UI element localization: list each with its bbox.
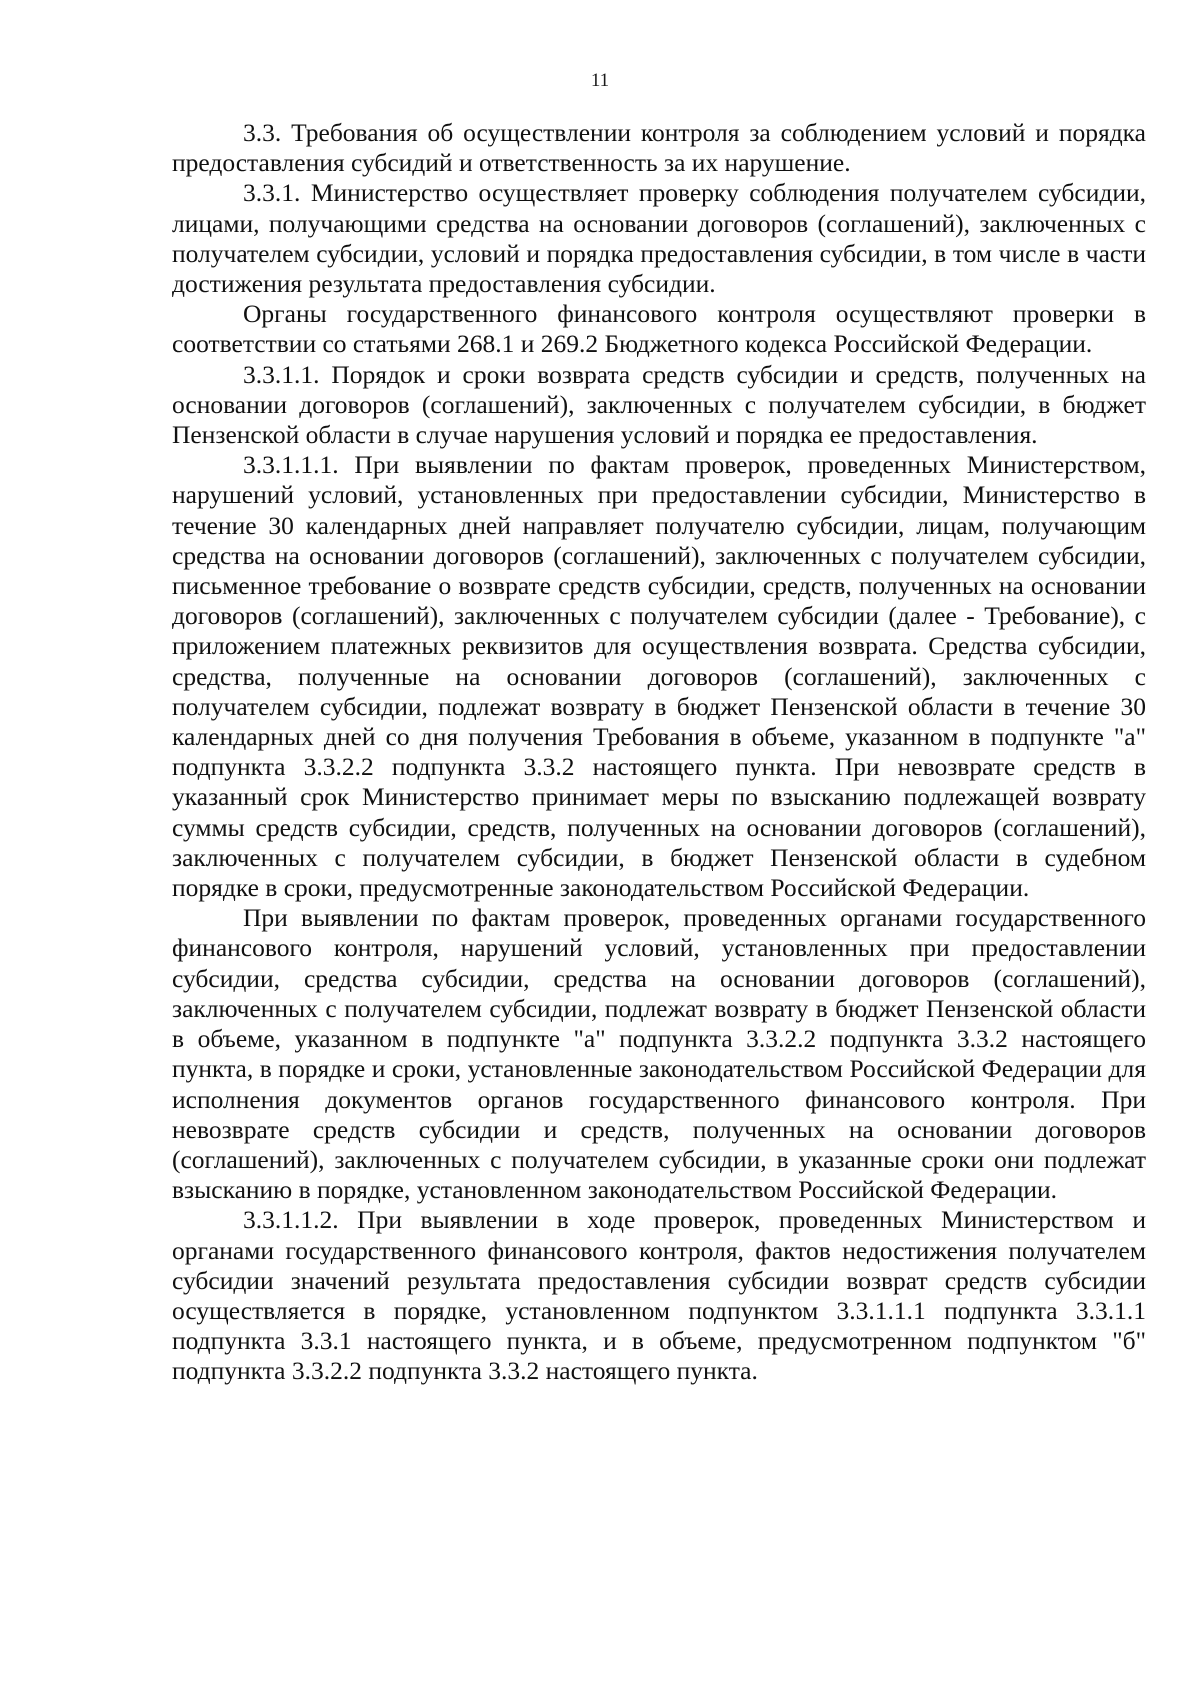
paragraph-3-3: 3.3. Требования об осуществлении контроля за соблюдением условий и порядка предоставления субсидий и ответственность за их нарушение. [172,118,1146,178]
paragraph-financial-control-organs: Органы государственного финансового контроля осуществляют проверки в соответствии со статьями 268.1 и 269.2 Бюджетного кодекса Российской Федерации. [172,299,1146,359]
page-number: 11 [590,70,610,91]
document-body [172,118,1146,1387]
paragraph-3-3-1-1: 3.3.1.1. Порядок и сроки возврата средств субсидии и средств, полученных на основании договоров (соглашений), заключенных с получателем субсидии, в бюджет Пензенской области в случае нарушения условий и порядка ее предоставления. [172,359,1146,450]
paragraph-3-3-1: 3.3.1. Министерство осуществляет проверку соблюдения получателем субсидии, лицами, получающими средства на основании договоров (соглашений), заключенных с получателем субсидии, условий и порядка предоставления субсидии, в том числе в части достижения результата предоставления субсидии. [172,178,1146,299]
paragraph-state-control-violations: При выявлении по фактам проверок, проведенных органами государственного финансового контроля, нарушений условий, установленных при предоставлении субсидии, средства субсидии, средства на основании договоров (соглашений), заключенных с получателем субсидии, подлежат возврату в бюджет Пензенской области в объеме, указанном в подпункте "а" подпункта 3.3.2.2 подпункта 3.3.2 настоящего пункта, в порядке и сроки, установленные законодательством Российской Федерации для исполнения документов органов государственного финансового контроля. При невозврате средств субсидии и средств, полученных на основании договоров (соглашений), заключенных с получателем субсидии, в указанные сроки они подлежат взысканию в порядке, установленном законодательством Российской Федерации. [172,903,1146,1205]
paragraph-3-3-1-1-2: 3.3.1.1.2. При выявлении в ходе проверок, проведенных Министерством и органами государственного финансового контроля, фактов недостижения получателем субсидии значений результата предоставления субсидии возврат средств субсидии осуществляется в порядке, установленном подпунктом 3.3.1.1.1 подпункта 3.3.1.1 подпункта 3.3.1 настоящего пункта, и в объеме, предусмотренном подпунктом "б" подпункта 3.3.2.2 подпункта 3.3.2 настоящего пункта. [172,1205,1146,1386]
paragraph-3-3-1-1-1: 3.3.1.1.1. При выявлении по фактам проверок, проведенных Министерством, нарушений условий, установленных при предоставлении субсидии, Министерство в течение 30 календарных дней направляет получателю субсидии, лицам, получающим средства на основании договоров (соглашений), заключенных с получателем субсидии, письменное требование о возврате средств субсидии, средств, полученных на основании договоров (соглашений), заключенных с получателем субсидии (далее - Требование), с приложением платежных реквизитов для осуществления возврата. Средства субсидии, средства, полученные на основании договоров (соглашений), заключенных с получателем субсидии, подлежат возврату в бюджет Пензенской области в течение 30 календарных дней со дня получения Требования в объеме, указанном в подпункте "а" подпункта 3.3.2.2 подпункта 3.3.2 настоящего пункта. При невозврате средств в указанный срок Министерство принимает меры по взысканию подлежащей возврату суммы средств субсидии, средств, полученных на основании договоров (соглашений), заключенных с получателем субсидии, в бюджет Пензенской области в судебном порядке в сроки, предусмотренные законодательством Российской Федерации. [172,450,1146,903]
